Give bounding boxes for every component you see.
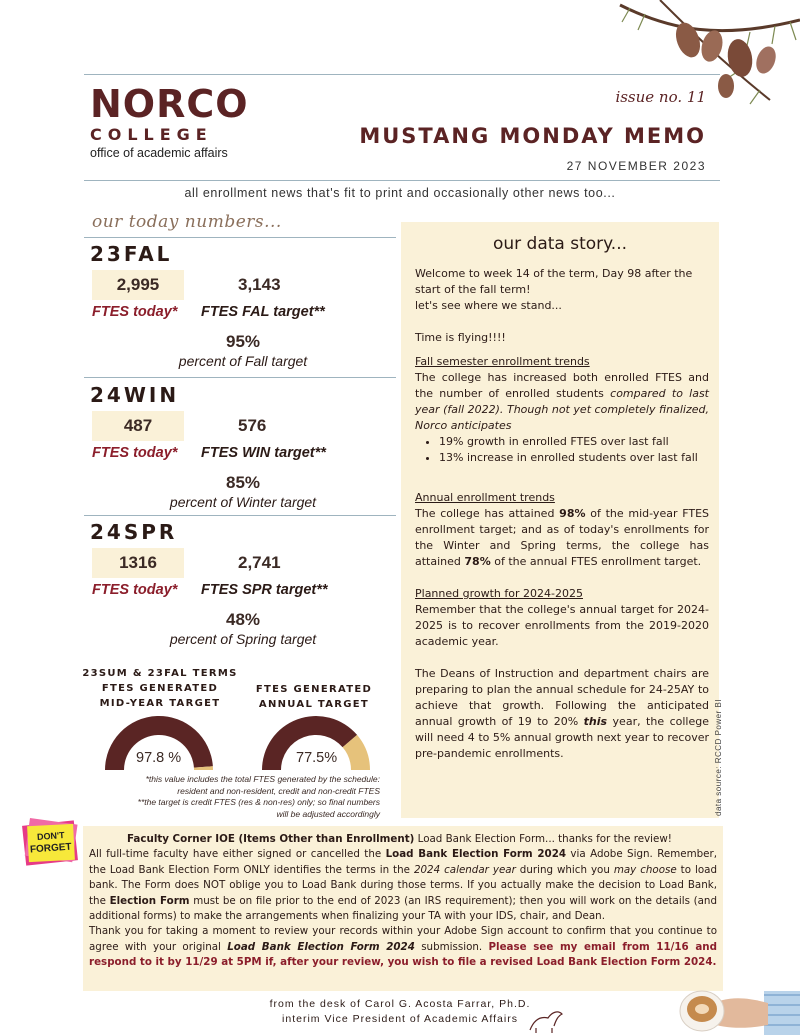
horse-sketch-icon [526, 1006, 566, 1034]
percent-of-target: 48% [225, 610, 261, 629]
signature-line: interim Vice President of Academic Affairs [282, 1013, 518, 1025]
data-source-note: data source: RCCD Power BI [714, 698, 723, 816]
ftes-today-value: 487 [92, 411, 184, 441]
percent-of-target-label: percent of Spring target [169, 631, 317, 647]
text: via Adobe Sign. Remember, the Load Bank Election Form ONLY identifies the terms in the [89, 848, 717, 876]
faculty-corner-panel [83, 826, 723, 991]
header-rule-bottom [84, 180, 720, 181]
data-story-body [415, 266, 709, 762]
coffee-cup-hand-icon [676, 985, 800, 1035]
faculty-paragraph-2 [89, 924, 717, 970]
today-numbers-heading: our today numbers... [92, 212, 282, 232]
gauge-title-line: FTES GENERATED [255, 684, 373, 695]
story-text-bold-italic: this [583, 715, 608, 728]
story-text-bold: 98% [559, 507, 586, 520]
story-text-bold: 78% [464, 555, 491, 568]
percent-of-target-label: percent of Winter target [169, 494, 317, 510]
signature-line: from the desk of Carol G. Acosta Farrar, Ph.D. [269, 998, 531, 1010]
footnote-line: *this value includes the total FTES generated by the schedule: [145, 774, 380, 784]
story-intro: Time is flying!!!! [415, 331, 506, 344]
signature-block [250, 997, 550, 1027]
text: during which you [515, 863, 614, 876]
dont-forget-sticky-note [18, 817, 82, 869]
list-item: • 19% growth in enrolled FTES over last fall [439, 434, 709, 450]
data-story-panel [401, 222, 719, 818]
text-italic: 2024 calendar year [413, 863, 516, 876]
faculty-corner-text [89, 832, 717, 971]
fall-trends-heading: Fall semester enrollment trends [415, 355, 590, 368]
ftes-target-value: 2,741 [238, 553, 281, 572]
text: to load bank. The Form does NOT oblige you to Load Bank during those terms. If you actually make the decision to Load Bank, the [89, 863, 717, 907]
issue-number: issue no. 11 [615, 88, 706, 106]
percent-of-target-label: percent of Fall target [178, 353, 308, 369]
text-bold: Load Bank Election Form 2024 [385, 848, 567, 861]
gauge-title-line: ANNUAL TARGET [258, 699, 370, 710]
footnote-line: resident and non-resident, credit and non-credit FTES [177, 785, 380, 796]
text-italic: may choose [613, 863, 677, 876]
logo-office-subtitle: office of academic affairs [90, 146, 228, 160]
story-intro: let's see where we stand... [415, 299, 562, 312]
faculty-heading-rest: Load Bank Election Form... thanks for the review! [414, 833, 672, 845]
footnotes [100, 774, 380, 820]
numbers-rule [84, 237, 396, 238]
memo-date: 27 NOVEMBER 2023 [566, 159, 706, 173]
percent-of-target: 85% [225, 473, 261, 492]
text: Thank you for taking a moment to review your records within your Adobe Sign account to confirm that you continue to agree with your original [89, 925, 717, 953]
story-text: of the mid-year FTES enrollment target; and as of today's enrollments for the Winter and Spring terms, the college has attained [415, 507, 709, 568]
term-code: 24SPR [90, 520, 178, 544]
ftes-target-label: FTES WIN target** [201, 445, 326, 461]
story-text: The college has attained [415, 507, 560, 520]
gauge-title-line: MID-YEAR TARGET [99, 698, 221, 709]
list-item: • 13% increase in enrolled students over last fall [439, 450, 709, 466]
ftes-today-value: 2,995 [92, 270, 184, 300]
ftes-target-label: FTES FAL target** [201, 304, 325, 320]
tagline: all enrollment news that's fit to print and occasionally other news too... [184, 186, 616, 200]
text: submission. [414, 940, 489, 953]
planned-growth-heading: Planned growth for 2024-2025 [415, 587, 583, 600]
story-text-italic: compared to last year (fall 2022). Though not yet completely finalized, Norco anticipates [415, 387, 709, 432]
footnote-line: will be adjusted accordingly [276, 808, 380, 819]
gauge-title-line: FTES GENERATED [101, 683, 219, 694]
text: All full-time faculty have either signed or cancelled the [89, 848, 386, 861]
deans-text [415, 666, 709, 762]
term-block-23fal [90, 242, 396, 369]
memo-title: MUSTANG MONDAY MEMO [359, 124, 706, 148]
ftes-target-value: 3,143 [238, 275, 281, 294]
faculty-paragraph-1 [89, 847, 717, 924]
sticky-text-line1: DON'T [36, 830, 65, 842]
gauge-title-line: 23SUM & 23FAL TERMS [82, 668, 238, 679]
term-code: 24WIN [90, 383, 180, 407]
header-rule-top [84, 74, 720, 75]
gauge-annual-value: 77.5% [296, 750, 338, 766]
faculty-corner-heading [89, 832, 717, 847]
text-bold-italic: Load Bank Election Form 2024 [227, 940, 415, 953]
ftes-target-value: 576 [238, 416, 267, 435]
sticky-text-line2: FORGET [29, 841, 72, 856]
planned-growth-text: Remember that the college's annual target for 2024-2025 is to recover enrollments from the 2019-2020 academic year. [415, 603, 709, 648]
annual-trends-heading: Annual enrollment trends [415, 491, 555, 504]
annual-trends-text [415, 506, 709, 570]
data-story-title: our data story... [492, 234, 628, 254]
fall-trends-list [429, 434, 709, 466]
text-red-bold: Please see my email from 11/16 and respond to it by 11/29 at 5PM if, after your review, you wish to file a revised Load Bank Election Form 2024. [89, 940, 717, 969]
term-code: 23FAL [90, 242, 173, 266]
gauge-mid-year-value: 97.8 % [136, 750, 182, 766]
text-bold: Election Form [109, 894, 190, 907]
story-text: The Deans of Instruction and department chairs are preparing to plan the annual schedule for 24-25AY to achieve that growth. Following the anticipated annual growth of 19 to 20% [415, 667, 709, 728]
term-block-24spr [90, 520, 396, 647]
term-block-24win [90, 383, 396, 510]
term-rule-2 [84, 515, 396, 516]
logo-college-text: COLLEGE [90, 125, 213, 144]
ftes-today-value: 1316 [92, 548, 184, 578]
ftes-today-label: FTES today* [92, 582, 178, 598]
fall-trends-text [415, 370, 709, 434]
text: must be on file prior to the end of 2023 (an IRS requirement); then you will work on the details (and additional forms) to make the arrangements when finalizing your TA with your IDS, chair, and Dean. [89, 894, 717, 923]
story-text: year, the college will need 4 to 5% annual growth next year to recover pre-pandemic enrollments. [415, 715, 709, 760]
ftes-today-label: FTES today* [92, 445, 178, 461]
story-text: of the annual FTES enrollment target. [490, 555, 702, 568]
faculty-heading-bold: Faculty Corner IOE (Items Other than Enrollment) [127, 833, 415, 845]
story-text: The college has increased both enrolled FTES and the number of enrolled students [415, 371, 709, 400]
ftes-today-label: FTES today* [92, 304, 178, 320]
logo-norco-text: NORCO [90, 82, 249, 126]
story-intro: Welcome to week 14 of the term, Day 98 after the start of the fall term! [415, 267, 693, 296]
gauge-title-annual [244, 682, 384, 712]
percent-of-target: 95% [225, 332, 261, 351]
footnote-line: **the target is credit FTES (res & non-res) only; so final numbers [137, 797, 380, 807]
ftes-target-label: FTES SPR target** [201, 582, 328, 598]
norco-college-logo [90, 82, 250, 160]
term-rule-1 [84, 377, 396, 378]
gauge-title-mid-year [80, 666, 240, 711]
